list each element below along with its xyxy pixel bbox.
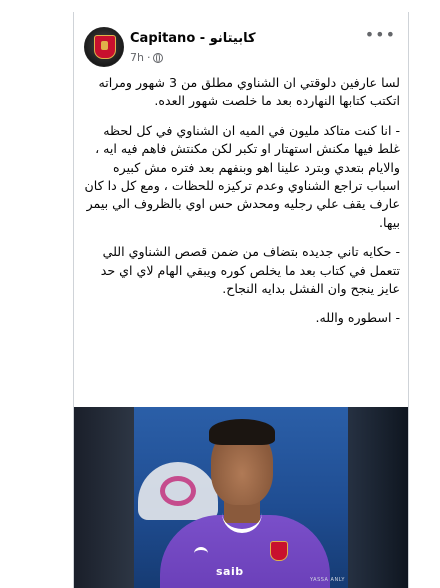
post-paragraph-2: - انا كنت متاكد مليون في الميه ان الشناوي في كل لحظه غلط فيها مكنش استهتار او تكبر لكن مكنتش فاهم فيه ايه ، والايام بتعدي وبترد علينا اهو وبنفهم بعد فتره مش كبيره اسباب تراجع الشناوي وعدم تركيزه للحظات ، ومع كل دا كان عارف يقف علي رجليه ومحدش حس اوي بالظروف الي بيمر بيها. (84, 122, 400, 230)
club-badge-icon (270, 541, 288, 561)
photo-background-right (348, 407, 408, 588)
photo-watermark: YASSA ANLY (310, 577, 345, 583)
post-paragraph-4: - اسطوره والله. (315, 310, 400, 326)
globe-icon (153, 53, 163, 63)
post-meta (130, 51, 163, 64)
club-logo-icon (94, 35, 116, 59)
page-name-link[interactable]: Capitano - كابيتانو (130, 31, 256, 46)
snail-graphic (138, 462, 218, 520)
post-text (82, 74, 400, 339)
kit-brand-icon (194, 547, 208, 560)
post-photo[interactable] (74, 407, 408, 588)
more-options-button[interactable]: ••• (364, 25, 396, 44)
post-card (73, 12, 409, 588)
photo-background-left (74, 407, 134, 588)
post-time[interactable]: 7h (130, 51, 144, 64)
post-paragraph-3: - حكايه تاني جديده بتضاف من ضمن قصص الشناوي اللي تتعمل في كتاب بعد ما يخلص كوره ويبقي الهام لاي اي حد عايز ينجح وان الفشل بدايه النجاح. (100, 244, 400, 297)
meta-separator: · (146, 51, 151, 64)
page-avatar[interactable] (84, 27, 124, 67)
player-hair (209, 419, 275, 445)
jersey-sponsor: saib (216, 565, 244, 578)
post-header (74, 12, 408, 68)
post-paragraph-1: لسا عارفين دلوقتي ان الشناوي مطلق من 3 شهور ومراته اتكتب كتابها النهارده بعد ما خلصت شهور العده. (98, 75, 400, 109)
